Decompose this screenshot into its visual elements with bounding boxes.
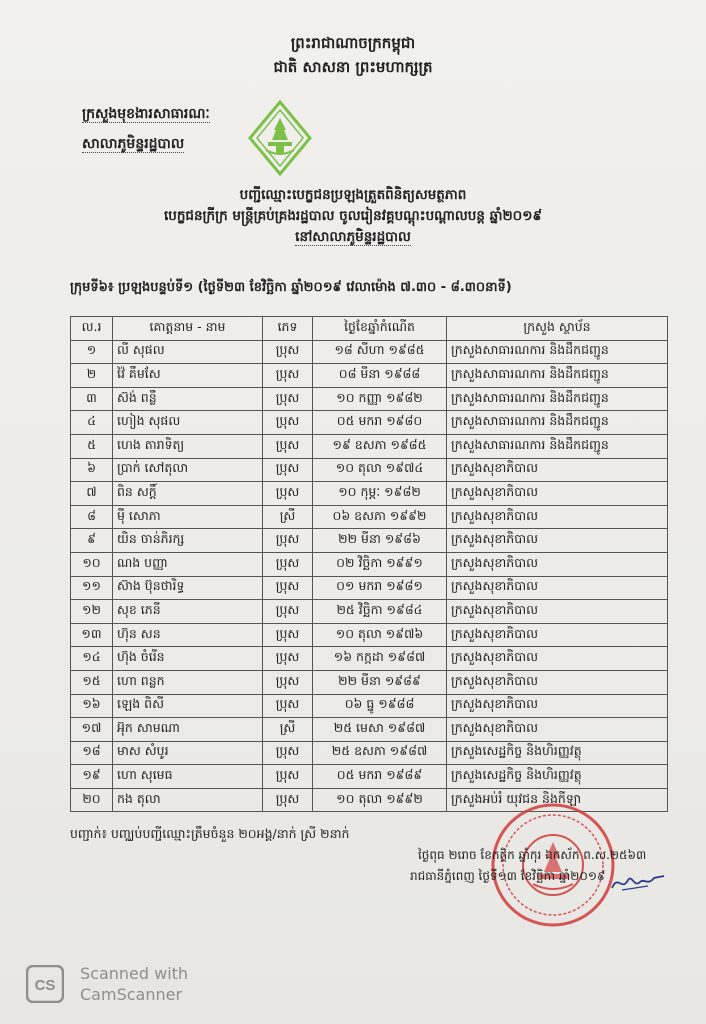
table-row (71, 505, 668, 529)
cell-ministry: ក្រសួងសាធារណការ និងដឹកជញ្ជូន (447, 387, 668, 411)
cell-no: ១ (71, 340, 113, 364)
cell-sex: ប្រុស (263, 788, 313, 812)
cell-no: ២ (71, 364, 113, 388)
cell-name: ស៊ង់ ពន្លឺ (113, 387, 263, 411)
watermark-line-1: Scanned with (80, 964, 189, 983)
cell-sex: ស្រី (263, 718, 313, 742)
cell-no: ១០ (71, 552, 113, 576)
cell-ministry: ក្រសួងសុខាភិបាល (447, 647, 668, 671)
cell-sex: ប្រុស (263, 623, 313, 647)
table-row (71, 765, 668, 789)
cell-name: ប្រាក់ សៅតុលា (113, 458, 263, 482)
cell-sex: ប្រុស (263, 765, 313, 789)
cell-sex: ប្រុស (263, 600, 313, 624)
cell-name: ហោ ពន្លក (113, 670, 263, 694)
table-row (71, 434, 668, 458)
cell-name: មាស សំបូរ (113, 741, 263, 765)
ministry-name: ក្រសួងមុខងារសាធារណៈ (82, 106, 210, 122)
cell-dob: ២៥ វិច្ឆិកា ១៩៨៤ (313, 600, 447, 624)
cell-ministry: ក្រសួងអប់រំ យុវជន និងកីឡា (447, 788, 668, 812)
cell-ministry: ក្រសួងសុខាភិបាល (447, 576, 668, 600)
table-row (71, 670, 668, 694)
table-header-row (71, 317, 668, 341)
group-heading: ក្រុមទី៦៖ ប្រឡងបន្ទប់ទី១ (ថ្ងៃទី២៣ ខែវិច្ឆិកា ឆ្នាំ២០១៩ វេលាម៉ោង ៧.៣០ - ៨.៣០នាទី) (70, 280, 512, 295)
cell-dob: ០១ មករា ១៩៨១ (313, 576, 447, 600)
cell-sex: ប្រុស (263, 340, 313, 364)
cell-dob: ០៦ ឧសភា ១៩៩២ (313, 505, 447, 529)
cell-sex: ប្រុស (263, 482, 313, 506)
cell-sex: ប្រុស (263, 670, 313, 694)
cell-name: ហោ សុមេធ (113, 765, 263, 789)
cell-sex: ប្រុស (263, 529, 313, 553)
cell-ministry: ក្រសួងសុខាភិបាល (447, 670, 668, 694)
cell-dob: ១៩ ឧសភា ១៩៨៥ (313, 434, 447, 458)
header-ministry: ក្រសួង ស្ថាប័ន (447, 317, 668, 341)
cell-no: ៦ (71, 458, 113, 482)
table-row (71, 364, 668, 388)
cell-ministry: ក្រសួងសាធារណការ និងដឹកជញ្ជូន (447, 340, 668, 364)
cell-name: ឡេង ពិសី (113, 694, 263, 718)
watermark-line-2: CamScanner (80, 985, 183, 1004)
table-row (71, 600, 668, 624)
cell-dob: ០៦ ធ្នូ ១៩៨៨ (313, 694, 447, 718)
footnote: បញ្ជាក់៖ បញ្ឈប់បញ្ជីឈ្មោះត្រឹមចំនួន ២០អង្គ/នាក់ ស្រី ២នាក់ (70, 826, 350, 841)
table-row (71, 718, 668, 742)
cell-dob: ១០ តុលា ១៩៩២ (313, 788, 447, 812)
cell-no: ៤ (71, 411, 113, 435)
cell-name: សុខ ភេនី (113, 600, 263, 624)
cell-dob: ០៥ មករា ១៩៨០ (313, 411, 447, 435)
cell-sex: ប្រុស (263, 458, 313, 482)
cell-no: ១៧ (71, 718, 113, 742)
table-row (71, 529, 668, 553)
document-title-line-3: នៅសាលាភូមិន្ទរដ្ឋបាល (295, 229, 411, 245)
school-emblem-icon (248, 100, 312, 176)
cell-dob: ២៥ ឧសភា ១៩៨៧ (313, 741, 447, 765)
table-row (71, 411, 668, 435)
cell-name: វ៉ៃ គឹមសែ (113, 364, 263, 388)
cell-no: ១៦ (71, 694, 113, 718)
cell-name: ហេង តារាទិត្យ (113, 434, 263, 458)
cell-no: ១១ (71, 576, 113, 600)
cell-ministry: ក្រសួងសាធារណការ និងដឹកជញ្ជូន (447, 411, 668, 435)
cell-dob: ២៥ មេសា ១៩៨៧ (313, 718, 447, 742)
cell-sex: ប្រុស (263, 552, 313, 576)
cell-sex: ប្រុស (263, 387, 313, 411)
cell-dob: ១០ កុម្ភៈ ១៩៨២ (313, 482, 447, 506)
cell-ministry: ក្រសួងសាធារណការ និងដឹកជញ្ជូន (447, 364, 668, 388)
cell-sex: ប្រុស (263, 694, 313, 718)
school-name: សាលាភូមិន្ទរដ្ឋបាល (82, 136, 185, 152)
cell-no: ៩ (71, 529, 113, 553)
cell-name: ណង បញ្ញា (113, 552, 263, 576)
cell-name: ម៉ី សោភា (113, 505, 263, 529)
cell-sex: ប្រុស (263, 434, 313, 458)
header-dob: ថ្ងៃខែឆ្នាំកំណើត (313, 317, 447, 341)
cell-ministry: ក្រសួងសុខាភិបាល (447, 623, 668, 647)
cell-no: ៧ (71, 482, 113, 506)
cell-sex: ប្រុស (263, 741, 313, 765)
header-name: គោត្តនាម - នាម (113, 317, 263, 341)
cell-no: ១៩ (71, 765, 113, 789)
signature-icon (608, 870, 668, 894)
cell-ministry: ក្រសួងសុខាភិបាល (447, 505, 668, 529)
cell-sex: ប្រុស (263, 647, 313, 671)
table-row (71, 623, 668, 647)
cell-ministry: ក្រសួងសេដ្ឋកិច្ច និងហិរញ្ញវត្ថុ (447, 741, 668, 765)
cell-no: ១២ (71, 600, 113, 624)
cell-no: ១៨ (71, 741, 113, 765)
kingdom-title: ព្រះរាជាណាចក្រកម្ពុជា (290, 34, 416, 52)
cell-sex: ប្រុស (263, 364, 313, 388)
official-seal-icon (488, 800, 618, 930)
cell-name: ហៀង សុផល (113, 411, 263, 435)
table-row (71, 552, 668, 576)
cell-ministry: ក្រសួងសុខាភិបាល (447, 718, 668, 742)
cell-dob: ១០ តុលា ១៩៧៦ (313, 623, 447, 647)
cell-name: លី សុផល (113, 340, 263, 364)
table-row (71, 576, 668, 600)
cell-sex: ប្រុស (263, 411, 313, 435)
table-row (71, 387, 668, 411)
document-title-line-1: បញ្ជីឈ្មោះបេក្ខជនប្រឡងត្រួតពិនិត្យសមត្ថភាព (239, 187, 467, 203)
cell-no: ៣ (71, 387, 113, 411)
cell-ministry: ក្រសួងសាធារណការ និងដឹកជញ្ជូន (447, 434, 668, 458)
solar-date: រាជធានីភ្នំពេញ ថ្ងៃទី១៣ ខែវិច្ឆិកា ឆ្នាំ២០១៩ (410, 869, 606, 883)
cell-dob: ១០ តុលា ១៩៧៤ (313, 458, 447, 482)
cell-name: កង តុលា (113, 788, 263, 812)
table-row (71, 741, 668, 765)
cell-name: ពិន សក្ដិ៍ (113, 482, 263, 506)
cell-name: ហ៊ុង ចំរើន (113, 647, 263, 671)
cell-ministry: ក្រសួងសុខាភិបាល (447, 600, 668, 624)
cell-ministry: ក្រសួងសេដ្ឋកិច្ច និងហិរញ្ញវត្ថុ (447, 765, 668, 789)
cell-ministry: ក្រសួងសុខាភិបាល (447, 458, 668, 482)
cell-ministry: ក្រសួងសុខាភិបាល (447, 552, 668, 576)
cell-sex: ប្រុស (263, 576, 313, 600)
cell-no: ៨ (71, 505, 113, 529)
cell-dob: ០២ វិច្ឆិកា ១៩៩១ (313, 552, 447, 576)
header-sex: ភេទ (263, 317, 313, 341)
cell-dob: ១៨ សីហា ១៩៨៥ (313, 340, 447, 364)
candidate-table (70, 316, 668, 812)
svg-text:CS: CS (34, 977, 56, 994)
cell-dob: ២២ មីនា ១៩៨៩ (313, 670, 447, 694)
cell-ministry: ក្រសួងសុខាភិបាល (447, 694, 668, 718)
cell-no: ១៥ (71, 670, 113, 694)
cell-sex: ស្រី (263, 505, 313, 529)
cell-dob: ០៥ មករា ១៩៨៩ (313, 765, 447, 789)
table-row (71, 482, 668, 506)
cell-no: ១៣ (71, 623, 113, 647)
cell-ministry: ក្រសួងសុខាភិបាល (447, 482, 668, 506)
camscanner-logo-icon (26, 965, 64, 1003)
lunar-date: ថ្ងៃពុធ ២រោច ខែកត្តិក ឆ្នាំកុរ ឯកស័ក ព.ស.២៥៦៣ (418, 848, 647, 862)
cell-dob: ១០ កញ្ញា ១៩៨២ (313, 387, 447, 411)
table-row (71, 340, 668, 364)
cell-no: ៥ (71, 434, 113, 458)
table-row (71, 458, 668, 482)
cell-ministry: ក្រសួងសុខាភិបាល (447, 529, 668, 553)
cell-no: ១៤ (71, 647, 113, 671)
document-title-line-2: បេក្ខជនក្រីក្រ មន្ត្រីគ្រប់គ្រងរដ្ឋបាល ចូលរៀនវគ្គបណ្ដុះបណ្ដាលបន្ត ឆ្នាំ២០១៩ (163, 208, 543, 224)
cell-name: អ៊ុក សាមណា (113, 718, 263, 742)
cell-name: យិន ចាន់ភិរក្ស (113, 529, 263, 553)
cell-name: ហ៊ុន សន (113, 623, 263, 647)
table-row (71, 694, 668, 718)
cell-dob: ២២ មីនា ១៩៨៦ (313, 529, 447, 553)
cell-name: ស៊ាង ប៊ុនថារិទ្ធ (113, 576, 263, 600)
table-row (71, 647, 668, 671)
cell-dob: ០៨ មីនា ១៩៨៨ (313, 364, 447, 388)
cell-no: ២០ (71, 788, 113, 812)
cell-dob: ១៦ កក្កដា ១៩៨៧ (313, 647, 447, 671)
national-motto: ជាតិ សាសនា ព្រះមហាក្សត្រ (273, 58, 433, 76)
header-no: ល.រ (71, 317, 113, 341)
